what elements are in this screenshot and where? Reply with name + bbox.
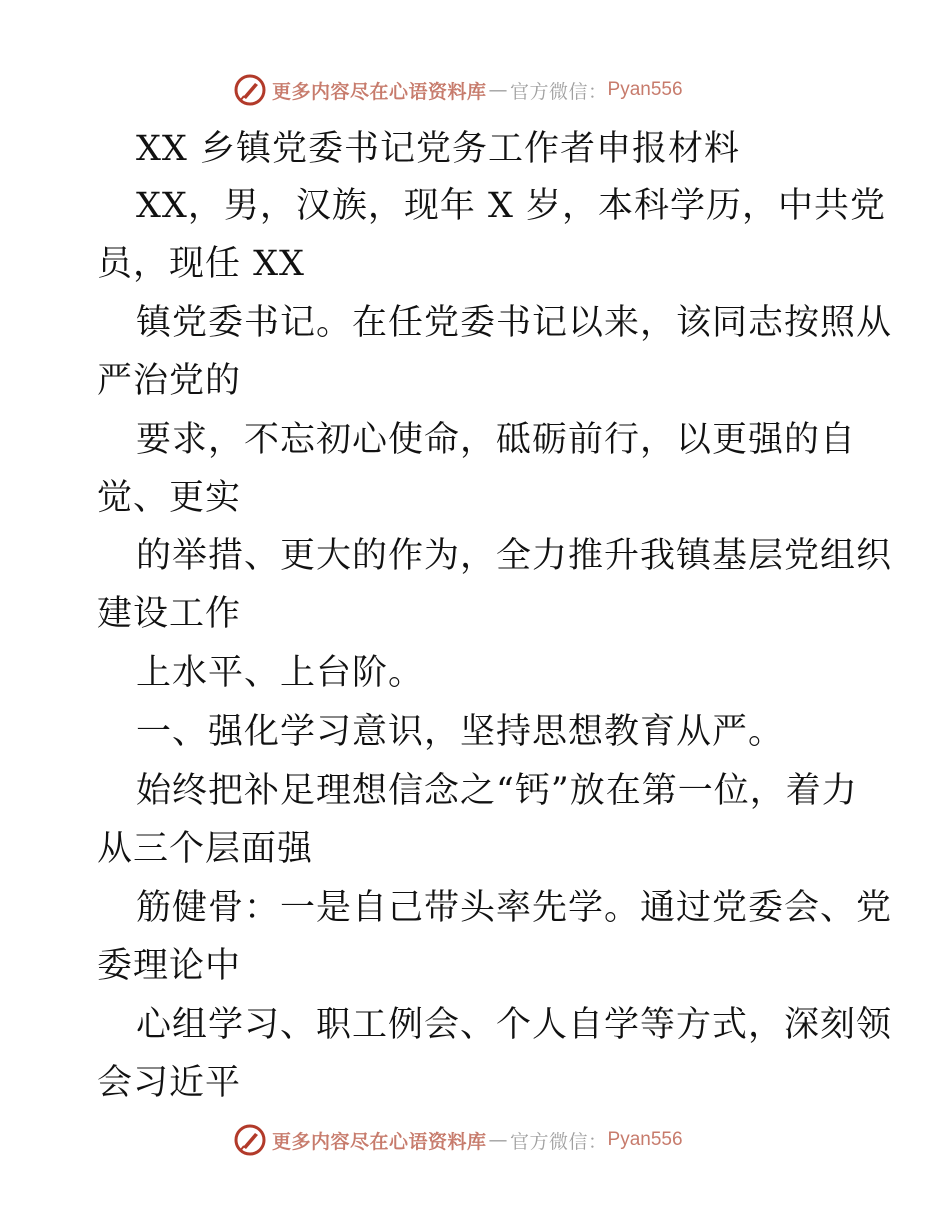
text-line: 觉、更实 bbox=[97, 478, 242, 518]
text-line: 筋健骨：一是自己带头率先学。通过党委会、党 bbox=[136, 888, 893, 928]
section-heading: 一、强化学习意识，坚持思想教育从严。 bbox=[136, 712, 785, 752]
text-line: 建设工作 bbox=[97, 594, 242, 634]
header-watermark-banner bbox=[234, 72, 683, 108]
text-line: 委理论中 bbox=[97, 946, 242, 986]
banner-main-text: 更多内容尽在心语资料库 bbox=[272, 80, 487, 103]
text-line: 始终把补足理想信念之“钙”放在第一位，着力 bbox=[136, 771, 858, 811]
document-title: XX 乡镇党委书记党务工作者申报材料 bbox=[136, 129, 740, 169]
footer-watermark-banner bbox=[234, 1122, 683, 1158]
text-line: 的举措、更大的作为，全力推升我镇基层党组织 bbox=[136, 536, 893, 576]
text-line: 员，现任 XX bbox=[97, 244, 305, 284]
quill-logo-icon bbox=[234, 74, 266, 106]
banner-wechat-id: Pyan556 bbox=[607, 1129, 683, 1150]
text-line: 镇党委书记。在任党委书记以来，该同志按照从 bbox=[136, 303, 893, 343]
banner-wechat-label: 官方微信： bbox=[510, 1130, 608, 1153]
banner-separator: — bbox=[488, 1129, 509, 1151]
banner-main-text: 更多内容尽在心语资料库 bbox=[272, 1130, 487, 1153]
banner-separator: — bbox=[488, 79, 509, 101]
text-line: XX，男，汉族，现年 X 岁，本科学历，中共党 bbox=[136, 186, 887, 226]
text-line: 心组学习、职工例会、个人自学等方式，深刻领 bbox=[136, 1005, 893, 1045]
text-line: 严治党的 bbox=[97, 361, 242, 401]
banner-wechat-label: 官方微信： bbox=[510, 80, 608, 103]
text-line: 会习近平 bbox=[97, 1063, 242, 1103]
text-line: 要求，不忘初心使命，砥砺前行，以更强的自 bbox=[136, 420, 857, 460]
banner-wechat-id: Pyan556 bbox=[607, 79, 683, 100]
text-line: 上水平、上台阶。 bbox=[136, 653, 425, 693]
quill-logo-icon bbox=[234, 1124, 266, 1156]
text-line: 从三个层面强 bbox=[97, 829, 314, 869]
